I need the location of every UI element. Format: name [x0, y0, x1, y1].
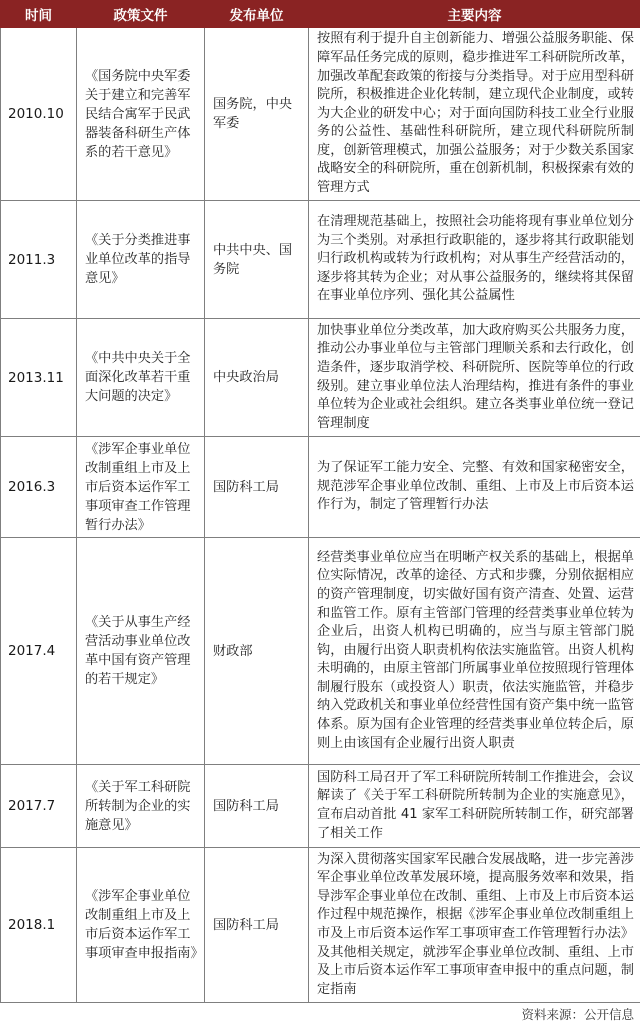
row-time: 2010.10: [1, 28, 77, 201]
row-time: 2017.4: [1, 538, 77, 765]
row-content: 经营类事业单位应当在明晰产权关系的基础上，根据单位实际情况，改革的途径、方式和步骤，分别依据相应的资产管理制度，切实做好国有资产清查、处置、运营和监管工作。原有主管部门管理的经营类事业单位转为企业后，出资人机构已明确的，应当与原主管部门脱钩，由履行出资人职责机构依法实施监管。出资人机构未明确的，由原主管部门所属事业单位按照现行管理体制履行股东（或投资人）职责，依法实施监管，并稳步纳入党政机关和事业单位经营性国有资产集中统一监管体系。原为国有企业管理的经营类事业单位转企后，原则上由该国有企业履行出资人职责: [309, 538, 640, 765]
table-header-row: [1, 1, 640, 28]
row-time: 2016.3: [1, 437, 77, 538]
row-issuer: 国防科工局: [205, 848, 309, 1003]
row-issuer: 国防科工局: [205, 437, 309, 538]
row-doc: 《关于从事生产经营活动事业单位改革中国有资产管理的若干规定》: [77, 538, 205, 765]
header-content: 主要内容: [309, 1, 640, 28]
row-time: 2018.1: [1, 848, 77, 1003]
table-row: [1, 319, 640, 437]
row-doc: 《关于分类推进事业单位改革的指导意见》: [77, 201, 205, 319]
header-issuer: 发布单位: [205, 1, 309, 28]
row-content: 加快事业单位分类改革，加大政府购买公共服务力度，推动公办事业单位与主管部门理顺关系和去行政化，创造条件，逐步取消学校、科研院所、医院等单位的行政级别。建立事业单位法人治理结构，推进有条件的事业单位转为企业或社会组织。建立各类事业单位统一登记管理制度: [309, 319, 640, 437]
table-row: [1, 538, 640, 765]
row-content: 在清理规范基础上，按照社会功能将现有事业单位划分为三个类别。对承担行政职能的，逐步将其行政职能划归行政机构或转为行政机构；对从事生产经营活动的，逐步将其转为企业；对从事公益服务的，继续将其保留在事业单位序列、强化其公益属性: [309, 201, 640, 319]
row-issuer: 中共中央、国务院: [205, 201, 309, 319]
header-doc: 政策文件: [77, 1, 205, 28]
row-issuer: 国务院，中央军委: [205, 28, 309, 201]
row-time: 2011.3: [1, 201, 77, 319]
row-doc: 《关于军工科研院所转制为企业的实施意见》: [77, 765, 205, 848]
source-note: 资料来源：公开信息: [521, 1007, 634, 1022]
table-row: [1, 28, 640, 201]
table-row: [1, 765, 640, 848]
row-content: 国防科工局召开了军工科研院所转制工作推进会，会议解读了《关于军工科研院所转制为企业的实施意见》，宣布启动首批 41 家军工科研院所转制工作，研究部署了相关工作: [309, 765, 640, 848]
row-time: 2017.7: [1, 765, 77, 848]
row-content: 为深入贯彻落实国家军民融合发展战略，进一步完善涉军企事业单位改革发展环境，提高服务效率和效果，指导涉军企事业单位在改制、重组、上市及上市后资本运作过程中规范操作，根据《涉军企事业单位改制重组上市及上市后资本运作军工事项审查工作管理暂行办法》及其他相关规定，就涉军企事业单位改制、重组、上市及上市后资本运作军工事项审查申报中的重点问题，制定指南: [309, 848, 640, 1003]
header-time: 时间: [1, 1, 77, 28]
row-issuer: 财政部: [205, 538, 309, 765]
row-issuer: 国防科工局: [205, 765, 309, 848]
row-content: 为了保证军工能力安全、完整、有效和国家秘密安全，规范涉军企事业单位改制、重组、上市及上市后资本运作行为，制定了管理暂行办法: [309, 437, 640, 538]
table-row: [1, 848, 640, 1003]
row-doc: 《国务院中央军委关于建立和完善军民结合寓军于民武器装备科研生产体系的若干意见》: [77, 28, 205, 201]
row-time: 2013.11: [1, 319, 77, 437]
row-doc: 《涉军企事业单位改制重组上市及上市后资本运作军工事项审查申报指南》: [77, 848, 205, 1003]
row-content: 按照有利于提升自主创新能力、增强公益服务职能、保障军品任务完成的原则，稳步推进军工科研院所改革，加强改革配套政策的衔接与分类指导。对于应用型科研院所，积极推进企业化转制，建立现代企业制度，或转为大企业的研发中心；对于面向国防科技工业全行业服务的公益性、基础性科研院所，建立现代科研院所制度，创新管理模式，加强公益服务；对于少数关系国家战略安全的科研院所，重在创新机制，积极探索有效的管理方式: [309, 28, 640, 201]
table-row: [1, 201, 640, 319]
row-doc: 《中共中央关于全面深化改革若干重大问题的决定》: [77, 319, 205, 437]
row-doc: 《涉军企事业单位改制重组上市及上市后资本运作军工事项审查工作管理暂行办法》: [77, 437, 205, 538]
table-row: [1, 437, 640, 538]
row-issuer: 中央政治局: [205, 319, 309, 437]
